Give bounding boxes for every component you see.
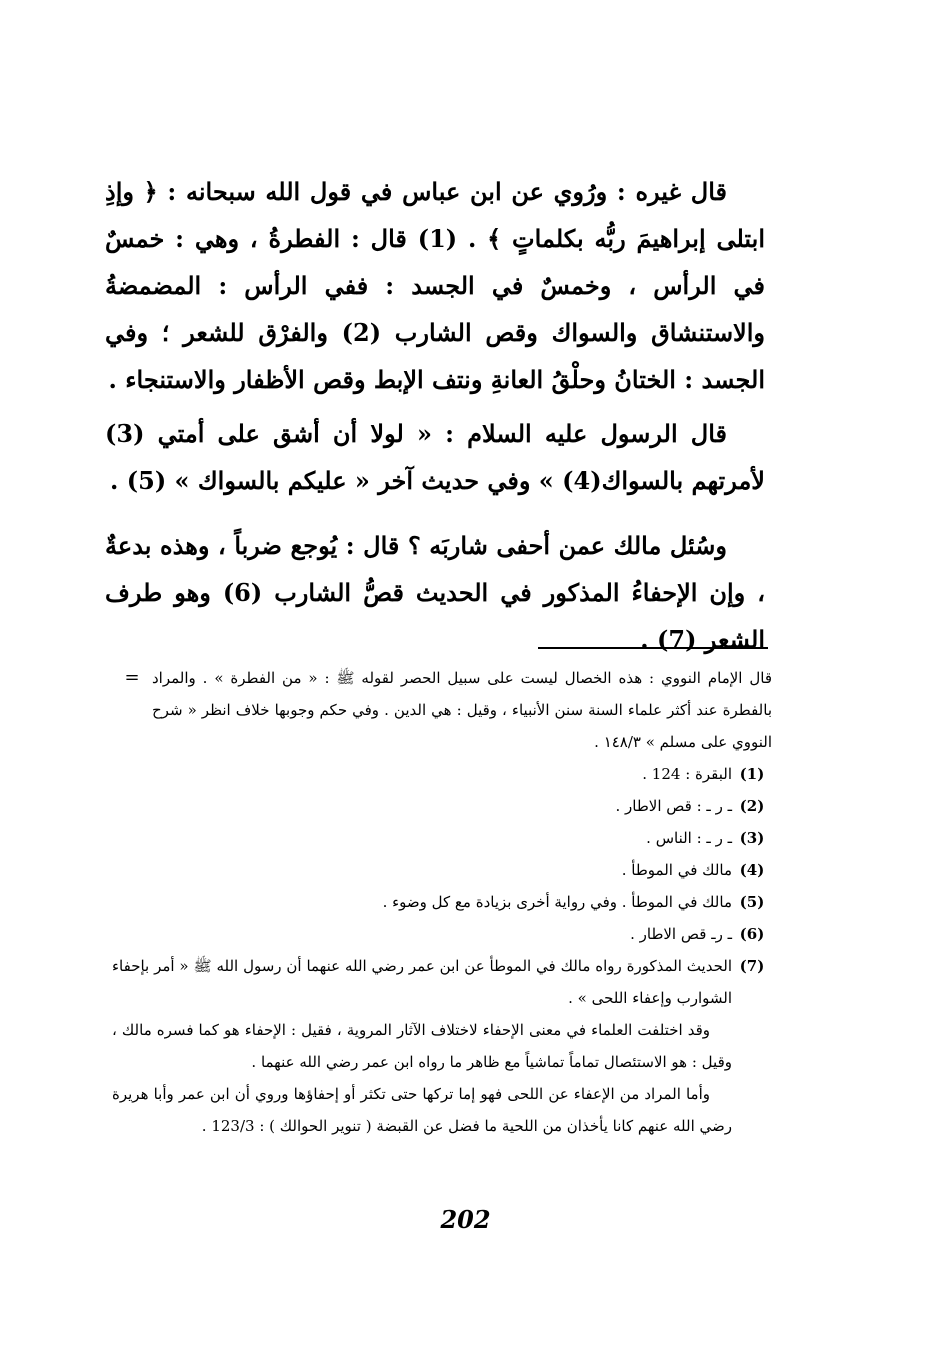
footnote-number: (7)	[739, 957, 765, 975]
footnote-text: ـ ر ـ : الناس .	[646, 829, 732, 847]
footnote-7	[112, 950, 772, 1014]
footnote-number: (5)	[739, 893, 765, 911]
footnotes-section	[112, 662, 772, 1142]
footnote-text: مالك في الموطأ . وفي رواية أخرى بزيادة مع كل وضوء .	[382, 893, 732, 911]
footnote-7-continuation-1: وقد اختلفت العلماء في معنى الإحفاء لاختلاف الآثار المروية ، فقيل : الإحفاء هو كما فسره مالك ، وقيل : هو الاستئصال تماماً تماشياً مع ظاهر ما رواه ابن عمر رضي الله عنهما .	[112, 1021, 732, 1071]
footnote-text: الحديث المذكورة رواه مالك في الموطأ عن ابن عمر رضي الله عنهما أن رسول الله ﷺ « أمر بإحفاء الشوارب وإعفاء اللحى » .	[112, 957, 732, 1007]
body-paragraph-3: وسُئل مالك عمن أحفى شاربَه ؟ قال : يُوجع ضرباً ، وهذه بدعةٌ ، وإن الإحفاءُ المذكور في الحديث قصُّ الشارب (6) وهو طرف الشعر (7) .	[105, 531, 765, 654]
footnote-7-continuation-2: وأما المراد من الإعفاء عن اللحى فهو إما تركها حتى تكثر أو إحفاؤها وروي أن ابن عمر وأبا هريرة رضي الله عنهم كانا يأخذان من اللحية ما فضل عن القبضة ( تنوير الحوالك ) : 123/3 .	[112, 1085, 732, 1135]
footnote-text: البقرة : 124 .	[642, 765, 732, 783]
footnote-3	[112, 822, 772, 854]
footnote-text: ـ رـ قص الاطار .	[630, 925, 732, 943]
footnote-number: (6)	[739, 925, 765, 943]
footnote-continuation-text: قال الإمام النووي : هذه الخصال ليست على سبيل الحصر لقوله ﷺ : « من الفطرة » . والمراد بالفطرة عند أكثر علماء السنة سنن الأنبياء ، وقيل : هي الدين . وفي حكم وجوبها خلاف انظر « شرح النووي على مسلم » ١٤٨/٣ .	[152, 669, 772, 751]
footnote-number: (4)	[739, 861, 765, 879]
page-number: 202	[440, 1205, 491, 1234]
footnote-5	[112, 886, 772, 918]
footnote-separator	[538, 647, 768, 649]
continuation-mark: =	[124, 667, 140, 688]
footnote-2	[112, 790, 772, 822]
footnote-6	[112, 918, 772, 950]
footnote-1	[112, 758, 772, 790]
footnote-number: (3)	[739, 829, 765, 847]
footnote-continuation	[112, 662, 772, 758]
footnote-number: (1)	[739, 765, 765, 783]
body-paragraph-1: قال غيره : ورُوي عن ابن عباس في قول الله سبحانه : ﴿ وإذِ ابتلى إبراهيمَ ربُّه بكلماتٍ ﴾ . (1) قال : الفطرةُ ، وهي : خمسٌ في الرأس ، وخمسٌ في الجسد : ففي الرأس : المضمضةُ والاستنشاق والسواك وقص الشارب (2) والفرْق للشعر ؛ وفي الجسد : الختانُ وحلْقُ العانةِ ونتف الإبط وقص الأظفار والاستنجاء .	[105, 177, 765, 394]
body-paragraph-2: قال الرسول عليه السلام : « لولا أن أشق على أمتي (3) لأمرتهم بالسواك(4) » وفي حديث آخر « عليكم بالسواك » (5) .	[105, 419, 765, 495]
footnote-number: (2)	[739, 797, 765, 815]
footnote-text: ـ ر ـ : قص الاطار .	[615, 797, 732, 815]
footnote-4	[112, 854, 772, 886]
footnote-text: مالك في الموطأ .	[621, 861, 732, 879]
